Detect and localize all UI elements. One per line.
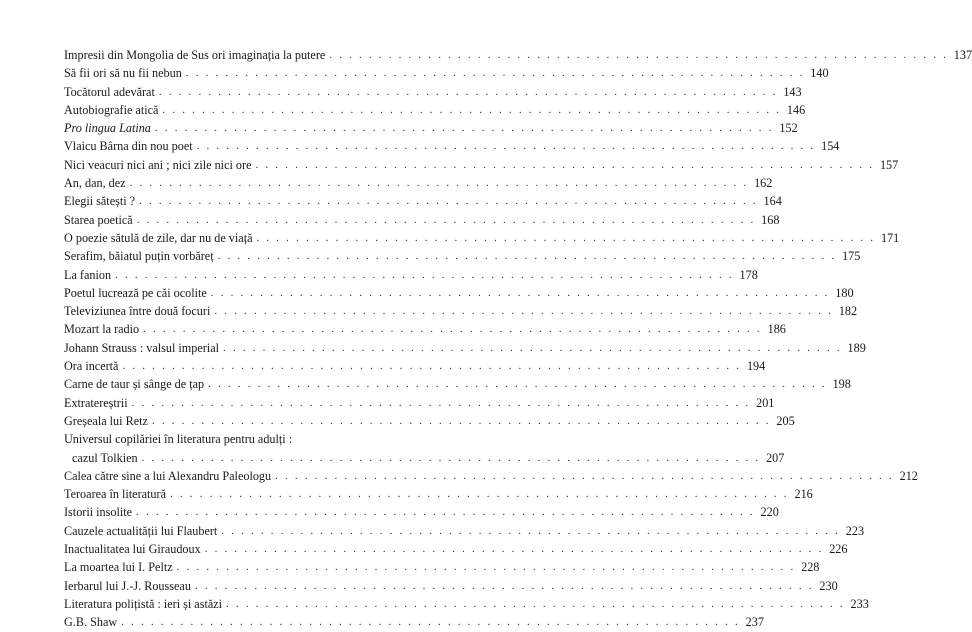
toc-leader-dots: . . . . . . . . . . . . . . . . . . . . . . . . . . . . . . . . . . . . . . . . . . . . . . . . . . . . . . . . . . . . . . . xyxy=(196,140,816,153)
toc-entry-title: O poezie sătulă de zile, dar nu de viață xyxy=(64,230,253,245)
toc-entry-title: Elegii sătești ? xyxy=(64,194,136,209)
toc-leader-dots: . . . . . . . . . . . . . . . . . . . . . . . . . . . . . . . . . . . . . . . . . . . . . . . . . . . . . . . . . . . . . . . xyxy=(151,414,771,427)
toc-entry-title: Pro lingua Latina xyxy=(64,121,151,136)
toc-entry-title: Televiziunea între două focuri xyxy=(64,304,211,319)
toc-entry xyxy=(64,503,779,521)
toc-entry-title: Starea poetică xyxy=(64,212,133,227)
toc-entry xyxy=(64,119,798,137)
toc-leader-dots: . . . . . . . . . . . . . . . . . . . . . . . . . . . . . . . . . . . . . . . . . . . . . . . . . . . . . . . . . . . . . . . xyxy=(275,469,894,482)
toc-leader-dots: . . . . . . . . . . . . . . . . . . . . . . . . . . . . . . . . . . . . . . . . . . . . . . . . . . . . . . . . . . . . . . . xyxy=(162,103,782,116)
toc-entry xyxy=(64,339,866,357)
toc-entry-page: 212 xyxy=(899,468,918,483)
toc-entry-page: 189 xyxy=(847,340,866,355)
toc-leader-dots: . . . . . . . . . . . . . . . . . . . . . . . . . . . . . . . . . . . . . . . . . . . . . . . . . . . . . . . . . . . . . . . xyxy=(136,506,755,519)
toc-entry-title: Calea către sine a lui Alexandru Paleologu xyxy=(64,468,272,483)
toc-entry xyxy=(64,595,869,613)
toc-entry-page: 137 xyxy=(953,48,972,62)
toc-entry-page: 182 xyxy=(838,304,858,319)
toc-entry-page: 152 xyxy=(779,121,798,136)
toc-entry-page: 143 xyxy=(783,84,802,99)
toc-entry xyxy=(64,137,840,155)
toc-entry-page: 168 xyxy=(761,212,780,227)
toc-entry-page: 164 xyxy=(763,194,782,209)
toc-entry xyxy=(64,211,780,229)
toc-entry-title-continuation: cazul Tolkien xyxy=(72,450,138,465)
toc-entry xyxy=(64,266,758,284)
toc-entry-page: 216 xyxy=(794,487,813,502)
toc-entry-page: 228 xyxy=(801,560,820,575)
toc-leader-dots: . . . . . . . . . . . . . . . . . . . . . . . . . . . . . . . . . . . . . . . . . . . . . . . . . . . . . . . . . . . . . . . xyxy=(154,122,774,135)
toc-entry-page: 154 xyxy=(821,139,840,154)
toc-entry xyxy=(64,156,899,174)
toc-entry-title: Greșeala lui Retz xyxy=(64,413,148,428)
toc-entry-page: 198 xyxy=(832,377,851,392)
toc-entry-title: Cauzele actualității lui Flaubert xyxy=(64,523,218,538)
toc-entry-title: Johann Strauss : valsul imperial xyxy=(64,340,220,355)
toc-entry xyxy=(64,174,773,192)
toc-leader-dots: . . . . . . . . . . . . . . . . . . . . . . . . . . . . . . . . . . . . . . . . . . . . . . . . . . . . . . . . . . . . . . . xyxy=(176,561,796,574)
toc-entry-title: Ora incertă xyxy=(64,359,119,374)
toc-entry xyxy=(64,577,838,595)
toc-leader-dots: . . . . . . . . . . . . . . . . . . . . . . . . . . . . . . . . . . . . . . . . . . . . . . . . . . . . . . . . . . . . . . . xyxy=(210,286,830,299)
toc-entry xyxy=(64,375,851,393)
toc-leader-dots: . . . . . . . . . . . . . . . . . . . . . . . . . . . . . . . . . . . . . . . . . . . . . . . . . . . . . . . . . . . . . . . xyxy=(115,268,734,281)
toc-entry xyxy=(64,284,854,302)
toc-leader-dots: . . . . . . . . . . . . . . . . . . . . . . . . . . . . . . . . . . . . . . . . . . . . . . . . . . . . . . . . . . . . . . . xyxy=(208,378,827,391)
toc-entry xyxy=(64,320,786,338)
toc-entry-title: G.B. Shaw xyxy=(64,615,118,630)
toc-entry-page: 223 xyxy=(845,523,865,538)
toc-entry-page: 205 xyxy=(776,413,795,428)
toc-entry xyxy=(64,302,858,320)
toc-leader-dots: . . . . . . . . . . . . . . . . . . . . . . . . . . . . . . . . . . . . . . . . . . . . . . . . . . . . . . . . . . . . . . . xyxy=(223,341,842,354)
toc-entry-title: Să fii ori să nu fii nebun xyxy=(64,66,182,81)
toc-entry-title: Ierbarul lui J.-J. Rousseau xyxy=(64,578,191,593)
toc-entry-page: 162 xyxy=(754,176,773,191)
toc-leader-dots: . . . . . . . . . . . . . . . . . . . . . . . . . . . . . . . . . . . . . . . . . . . . . . . . . . . . . . . . . . . . . . . xyxy=(143,323,762,336)
toc-entry-title: Inactualitatea lui Giraudoux xyxy=(64,542,201,557)
toc-entry-title: Serafim, băiatul puțin vorbăreț xyxy=(64,249,214,264)
toc-leader-dots: . . . . . . . . . . . . . . . . . . . . . . . . . . . . . . . . . . . . . . . . . . . . . . . . . . . . . . . . . . . . . . . xyxy=(122,360,742,373)
toc-entry-title: Nici veacuri nici ani ; nici zile nici ore xyxy=(64,157,252,172)
toc-leader-dots: . . . . . . . . . . . . . . . . . . . . . . . . . . . . . . . . . . . . . . . . . . . . . . . . . . . . . . . . . . . . . . . xyxy=(121,616,740,629)
toc-leader-dots: . . . . . . . . . . . . . . . . . . . . . . . . . . . . . . . . . . . . . . . . . . . . . . . . . . . . . . . . . . . . . . . xyxy=(185,67,805,80)
toc-entry xyxy=(64,192,782,210)
toc-entry-title: Mozart la radio xyxy=(64,322,140,337)
toc-entry-title: La moartea lui I. Peltz xyxy=(64,560,173,575)
toc-entry xyxy=(64,558,820,576)
toc-entry xyxy=(64,522,865,540)
toc-entry-page: 186 xyxy=(767,322,786,337)
toc-entry xyxy=(64,64,829,82)
toc-entry xyxy=(64,613,764,631)
toc-leader-dots: . . . . . . . . . . . . . . . . . . . . . . . . . . . . . . . . . . . . . . . . . . . . . . . . . . . . . . . . . . . . . . . xyxy=(141,451,761,464)
toc-leader-dots: . . . . . . . . . . . . . . . . . . . . . . . . . . . . . . . . . . . . . . . . . . . . . . . . . . . . . . . . . . . . . . . xyxy=(204,543,824,556)
toc-entry-title: Carne de taur și sânge de țap xyxy=(64,377,205,392)
toc-leader-dots: . . . . . . . . . . . . . . . . . . . . . . . . . . . . . . . . . . . . . . . . . . . . . . . . . . . . . . . . . . . . . . . xyxy=(131,396,751,409)
toc-leader-dots: . . . . . . . . . . . . . . . . . . . . . . . . . . . . . . . . . . . . . . . . . . . . . . . . . . . . . . . . . . . . . . . xyxy=(194,579,814,592)
toc-entry xyxy=(64,46,972,64)
toc-entry-title: Universul copilăriei în literatura pentru adulți : xyxy=(64,432,293,447)
toc-entry-page: 237 xyxy=(745,615,764,630)
toc-leader-dots: . . . . . . . . . . . . . . . . . . . . . . . . . . . . . . . . . . . . . . . . . . . . . . . . . . . . . . . . . . . . . . . xyxy=(329,49,949,61)
toc-entry-title: Impresii din Mongolia de Sus ori imaginația la putere xyxy=(64,48,326,62)
toc-entry xyxy=(64,83,802,101)
toc-entry-page: 230 xyxy=(819,578,838,593)
toc-entry-page: 220 xyxy=(760,505,779,520)
toc-entry-page: 180 xyxy=(835,285,854,300)
table-of-contents xyxy=(64,46,972,632)
toc-leader-dots: . . . . . . . . . . . . . . . . . . . . . . . . . . . . . . . . . . . . . . . . . . . . . . . . . . . . . . . . . . . . . . . xyxy=(226,597,845,610)
toc-entry-title: An, dan, dez xyxy=(64,176,126,191)
toc-entry-page: 171 xyxy=(880,230,900,245)
toc-entry-title: Teroarea în literatură xyxy=(64,487,166,502)
toc-leader-dots: . . . . . . . . . . . . . . . . . . . . . . . . . . . . . . . . . . . . . . . . . . . . . . . . . . . . . . . . . . . . . . . xyxy=(158,85,778,98)
toc-entry xyxy=(64,467,918,485)
toc-entry-page: 140 xyxy=(810,66,829,81)
toc-entry xyxy=(64,430,785,467)
toc-entry xyxy=(64,357,766,375)
toc-entry xyxy=(64,247,861,265)
toc-entry-title: Autobiografie atică xyxy=(64,102,159,117)
toc-entry xyxy=(64,412,795,430)
toc-leader-dots: . . . . . . . . . . . . . . . . . . . . . . . . . . . . . . . . . . . . . . . . . . . . . . . . . . . . . . . . . . . . . . . xyxy=(255,158,875,171)
toc-entry-page: 233 xyxy=(850,596,869,611)
toc-entry xyxy=(64,101,806,119)
toc-entry-title: Poetul lucrează pe căi ocolite xyxy=(64,285,207,300)
toc-entry xyxy=(64,485,813,503)
toc-leader-dots: . . . . . . . . . . . . . . . . . . . . . . . . . . . . . . . . . . . . . . . . . . . . . . . . . . . . . . . . . . . . . . . xyxy=(139,195,758,208)
toc-entry-page: 157 xyxy=(879,157,899,172)
toc-entry-title: Literatura polițistă : ieri și astăzi xyxy=(64,596,223,611)
toc-entry xyxy=(64,394,775,412)
toc-entry-title: La fanion xyxy=(64,267,112,282)
toc-entry xyxy=(64,229,900,247)
toc-entry-page: 207 xyxy=(766,450,785,465)
toc-entry-title: Tocătorul adevărat xyxy=(64,84,155,99)
toc-leader-dots: . . . . . . . . . . . . . . . . . . . . . . . . . . . . . . . . . . . . . . . . . . . . . . . . . . . . . . . . . . . . . . . xyxy=(136,213,756,226)
toc-entry-title: Extratereștrii xyxy=(64,395,128,410)
toc-leader-dots: . . . . . . . . . . . . . . . . . . . . . . . . . . . . . . . . . . . . . . . . . . . . . . . . . . . . . . . . . . . . . . . xyxy=(129,177,749,190)
toc-leader-dots: . . . . . . . . . . . . . . . . . . . . . . . . . . . . . . . . . . . . . . . . . . . . . . . . . . . . . . . . . . . . . . . xyxy=(170,488,789,501)
toc-leader-dots: . . . . . . . . . . . . . . . . . . . . . . . . . . . . . . . . . . . . . . . . . . . . . . . . . . . . . . . . . . . . . . . xyxy=(214,305,834,318)
toc-leader-dots: . . . . . . . . . . . . . . . . . . . . . . . . . . . . . . . . . . . . . . . . . . . . . . . . . . . . . . . . . . . . . . . xyxy=(217,250,837,263)
toc-entry-page: 226 xyxy=(829,542,848,557)
toc-leader-dots: . . . . . . . . . . . . . . . . . . . . . . . . . . . . . . . . . . . . . . . . . . . . . . . . . . . . . . . . . . . . . . . xyxy=(256,231,876,244)
toc-entry-title: Istorii insolite xyxy=(64,505,133,520)
toc-entry-title: Vlaicu Bârna din nou poet xyxy=(64,139,193,154)
toc-entry xyxy=(64,540,848,558)
toc-entry-page: 194 xyxy=(746,359,766,374)
toc-entry-page: 146 xyxy=(786,102,806,117)
toc-leader-dots: . . . . . . . . . . . . . . . . . . . . . . . . . . . . . . . . . . . . . . . . . . . . . . . . . . . . . . . . . . . . . . . xyxy=(221,524,841,537)
toc-entry-page: 178 xyxy=(739,267,758,282)
toc-entry-page: 175 xyxy=(842,249,861,264)
toc-entry-page: 201 xyxy=(756,395,775,410)
